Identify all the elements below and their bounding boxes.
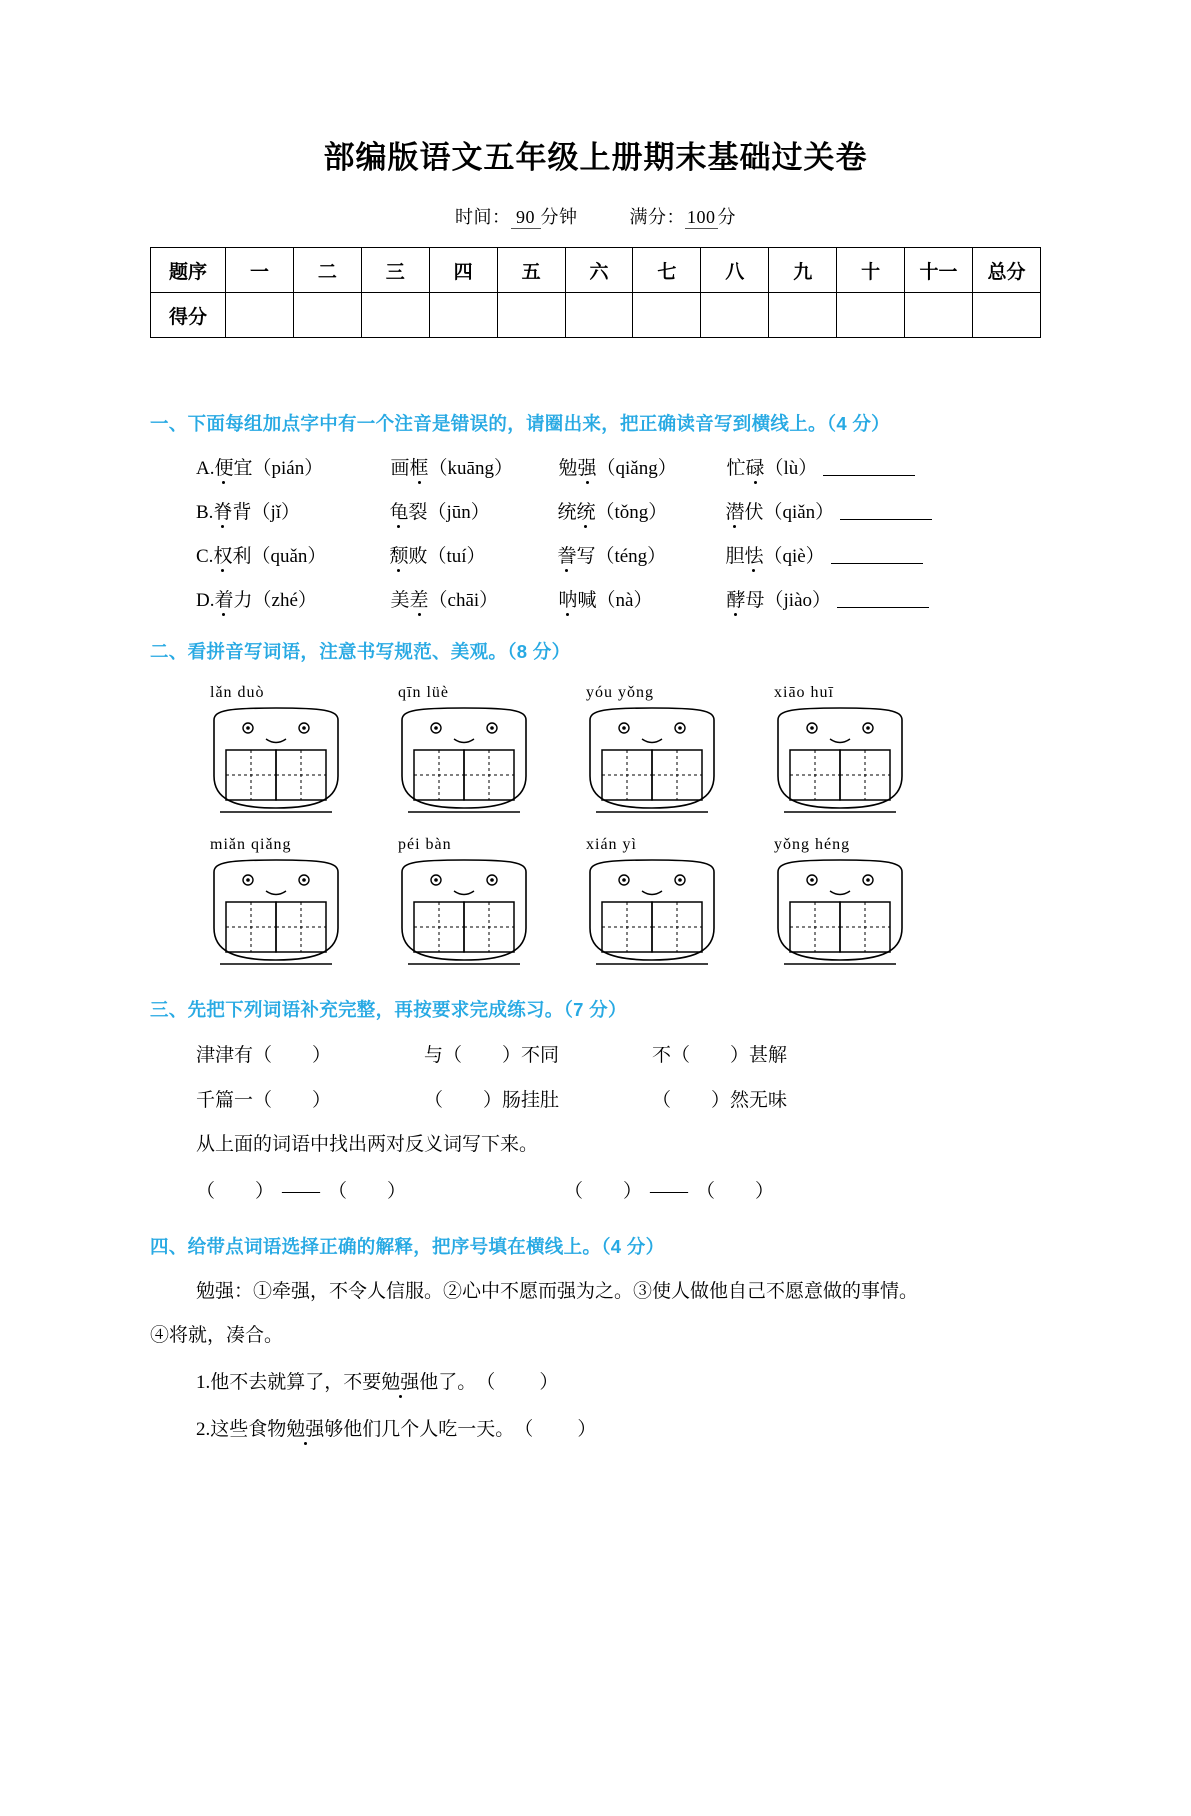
dotted-char: 权 [213, 541, 232, 568]
section-1-row-b: B.脊背（jǐ） 龟裂（jūn） 统统（tǒng） 潜伏（qiǎn） [150, 497, 1041, 524]
idiom-blank[interactable]: （ ） [443, 1045, 522, 1066]
score-cell[interactable] [769, 293, 837, 338]
dotted-char: 便 [214, 453, 233, 480]
dotted-char: 脊 [213, 497, 232, 524]
score-col-4: 四 [429, 248, 497, 293]
antonym-blank[interactable]: （ ） [564, 1181, 643, 1202]
section-1-row-c: C.权利（quǎn） 颓败（tuí） 誊写（téng） 胆怯（qiè） [150, 541, 1041, 568]
idiom-item: 与（ ）不同 [424, 1040, 652, 1067]
score-cell[interactable] [837, 293, 905, 338]
option-label-b: B. [196, 502, 214, 523]
score-cell[interactable] [293, 293, 361, 338]
score-cell[interactable] [972, 293, 1040, 338]
writing-box-group[interactable] [572, 706, 760, 816]
section-1-row-a: A.便宜（pián） 画框（kuāng） 勉强（qiǎng） 忙碌（lù） [150, 453, 1041, 480]
answer-blank[interactable] [837, 607, 929, 608]
dotted-char: 怯 [744, 541, 763, 568]
writing-box-group[interactable] [384, 858, 572, 968]
idiom-blank[interactable]: （ ） [253, 1090, 332, 1111]
section-2-heading: 二、看拼音写词语，注意书写规范、美观。（8 分） [150, 641, 571, 662]
score-table-header-row [151, 248, 1041, 293]
writing-box-group[interactable] [760, 858, 948, 968]
dotted-char: 统 [576, 497, 595, 524]
writing-box-row-2 [150, 858, 1041, 968]
total-label: 满分： [629, 207, 685, 227]
answer-blank[interactable] [840, 519, 932, 520]
score-col-2: 二 [293, 248, 361, 293]
score-cell[interactable] [565, 293, 633, 338]
dotted-char: 强 [578, 453, 597, 480]
tianzige-icon [384, 706, 544, 816]
writing-box-group[interactable] [572, 858, 760, 968]
antonym-blank[interactable]: （ ） [328, 1181, 407, 1202]
idiom-blank[interactable]: （ ） [671, 1045, 750, 1066]
answer-paren[interactable]: （ ） [514, 1419, 597, 1440]
page-title: 部编版语文五年级上册期末基础过关卷 [323, 140, 868, 175]
score-col-total: 总分 [972, 248, 1040, 293]
writing-box-group[interactable] [196, 706, 384, 816]
dotted-char: 差 [410, 585, 429, 612]
score-cell[interactable] [361, 293, 429, 338]
answer-paren[interactable]: （ ） [476, 1372, 559, 1393]
section-4-question-1: 1.他不去就算了，不要勉强他了。（ ） [150, 1367, 1041, 1394]
dotted-char: 誊 [557, 541, 576, 568]
pinyin-label: yǒng héng [774, 836, 851, 853]
section-3-instruction: 从上面的词语中找出两对反义词写下来。 [196, 1134, 539, 1155]
exam-page [0, 132, 1191, 1816]
idiom-row-2 [150, 1085, 1041, 1112]
score-col-9: 九 [769, 248, 837, 293]
tianzige-icon [760, 858, 920, 968]
score-col-7: 七 [633, 248, 701, 293]
dotted-char: 潜 [725, 497, 744, 524]
dotted-char: 酵 [726, 585, 745, 612]
section-1-row-d: D.着力（zhé） 美差（chāi） 呐喊（nà） 酵母（jiào） [150, 585, 1041, 612]
idiom-row-1 [150, 1040, 1041, 1067]
answer-blank[interactable] [823, 475, 915, 476]
score-cell[interactable] [905, 293, 973, 338]
writing-box-row-1 [150, 706, 1041, 816]
dotted-word: 勉强 [286, 1414, 324, 1441]
tianzige-icon [572, 706, 732, 816]
dotted-char: 着 [214, 585, 233, 612]
section-4-definition-line-2: ④将就，凑合。 [150, 1325, 284, 1346]
dotted-char: 框 [410, 453, 429, 480]
dotted-char: 龟 [389, 497, 408, 524]
exam-meta [150, 203, 1041, 229]
pinyin-label: qīn lüè [398, 684, 449, 701]
time-unit: 分钟 [540, 207, 578, 227]
total-unit: 分 [717, 207, 736, 227]
idiom-item: 津津有（ ） [196, 1040, 424, 1067]
pinyin-row-1 [150, 684, 1041, 702]
dotted-word: 勉强 [381, 1367, 419, 1394]
total-value: 100 [687, 207, 716, 227]
score-cell[interactable] [429, 293, 497, 338]
dotted-char: 颓 [389, 541, 408, 568]
antonym-blank[interactable]: （ ） [696, 1181, 775, 1202]
pinyin-label: lǎn duò [210, 684, 265, 701]
idiom-item: 千篇一（ ） [196, 1085, 424, 1112]
time-value: 90 [511, 207, 541, 229]
tianzige-icon [384, 858, 544, 968]
writing-box-group[interactable] [384, 706, 572, 816]
score-cell[interactable] [701, 293, 769, 338]
score-cell[interactable] [633, 293, 701, 338]
score-table-row-label-1: 题序 [151, 248, 226, 293]
antonym-answer-row [150, 1176, 1041, 1203]
score-col-3: 三 [361, 248, 429, 293]
score-cell[interactable] [226, 293, 294, 338]
time-label: 时间： [455, 207, 511, 227]
section-4-heading: 四、给带点词语选择正确的解释，把序号填在横线上。（4 分） [150, 1236, 665, 1257]
option-label-c: C. [196, 546, 214, 567]
idiom-item: （ ）肠挂肚 [424, 1085, 652, 1112]
writing-box-group[interactable] [760, 706, 948, 816]
section-3-heading: 三、先把下列词语补充完整，再按要求完成练习。（7 分） [150, 999, 627, 1020]
score-col-8: 八 [701, 248, 769, 293]
tianzige-icon [196, 706, 356, 816]
idiom-blank[interactable]: （ ） [652, 1090, 731, 1111]
idiom-item: 不（ ）甚解 [652, 1040, 880, 1067]
pinyin-row-2 [150, 836, 1041, 854]
idiom-item: （ ）然无味 [652, 1085, 880, 1112]
section-4-definition-line-1: 勉强：①牵强，不令人信服。②心中不愿而强为之。③使人做他自己不愿意做的事情。 [196, 1281, 919, 1302]
dotted-char: 碌 [746, 453, 765, 480]
antonym-blank[interactable]: （ ） [196, 1181, 275, 1202]
question-number: 2. [196, 1419, 211, 1440]
answer-blank[interactable] [831, 563, 923, 564]
score-table [150, 247, 1041, 338]
tianzige-icon [572, 858, 732, 968]
pinyin-label: péi bàn [398, 836, 452, 853]
pinyin-label: yóu yǒng [586, 684, 654, 701]
tianzige-icon [196, 858, 356, 968]
idiom-blank[interactable]: （ ） [253, 1045, 332, 1066]
question-number: 1. [196, 1372, 211, 1393]
pinyin-label: xiāo huī [774, 684, 834, 701]
tianzige-icon [760, 706, 920, 816]
dash-separator: —— [282, 1181, 321, 1202]
antonym-pair-1 [196, 1176, 564, 1203]
writing-box-group[interactable] [196, 858, 384, 968]
section-1-heading: 一、下面每组加点字中有一个注音是错误的，请圈出来，把正确读音写到横线上。（4 分） [150, 413, 890, 434]
pinyin-label: xián yì [586, 836, 637, 853]
score-col-1: 一 [226, 248, 294, 293]
score-col-5: 五 [497, 248, 565, 293]
score-col-11: 十一 [905, 248, 973, 293]
score-cell[interactable] [497, 293, 565, 338]
pinyin-label: miǎn qiǎng [210, 836, 292, 853]
dotted-char: 呐 [558, 585, 577, 612]
section-4-question-2: 2.这些食物勉强够他们几个人吃一天。（ ） [150, 1414, 1041, 1441]
score-col-6: 六 [565, 248, 633, 293]
score-col-10: 十 [837, 248, 905, 293]
option-label-a: A. [196, 458, 215, 479]
score-table-row-label-2: 得分 [151, 293, 226, 338]
score-table-value-row [151, 293, 1041, 338]
antonym-pair-2 [564, 1176, 932, 1203]
option-label-d: D. [196, 590, 215, 611]
dash-separator: —— [650, 1181, 689, 1202]
idiom-blank[interactable]: （ ） [424, 1090, 503, 1111]
